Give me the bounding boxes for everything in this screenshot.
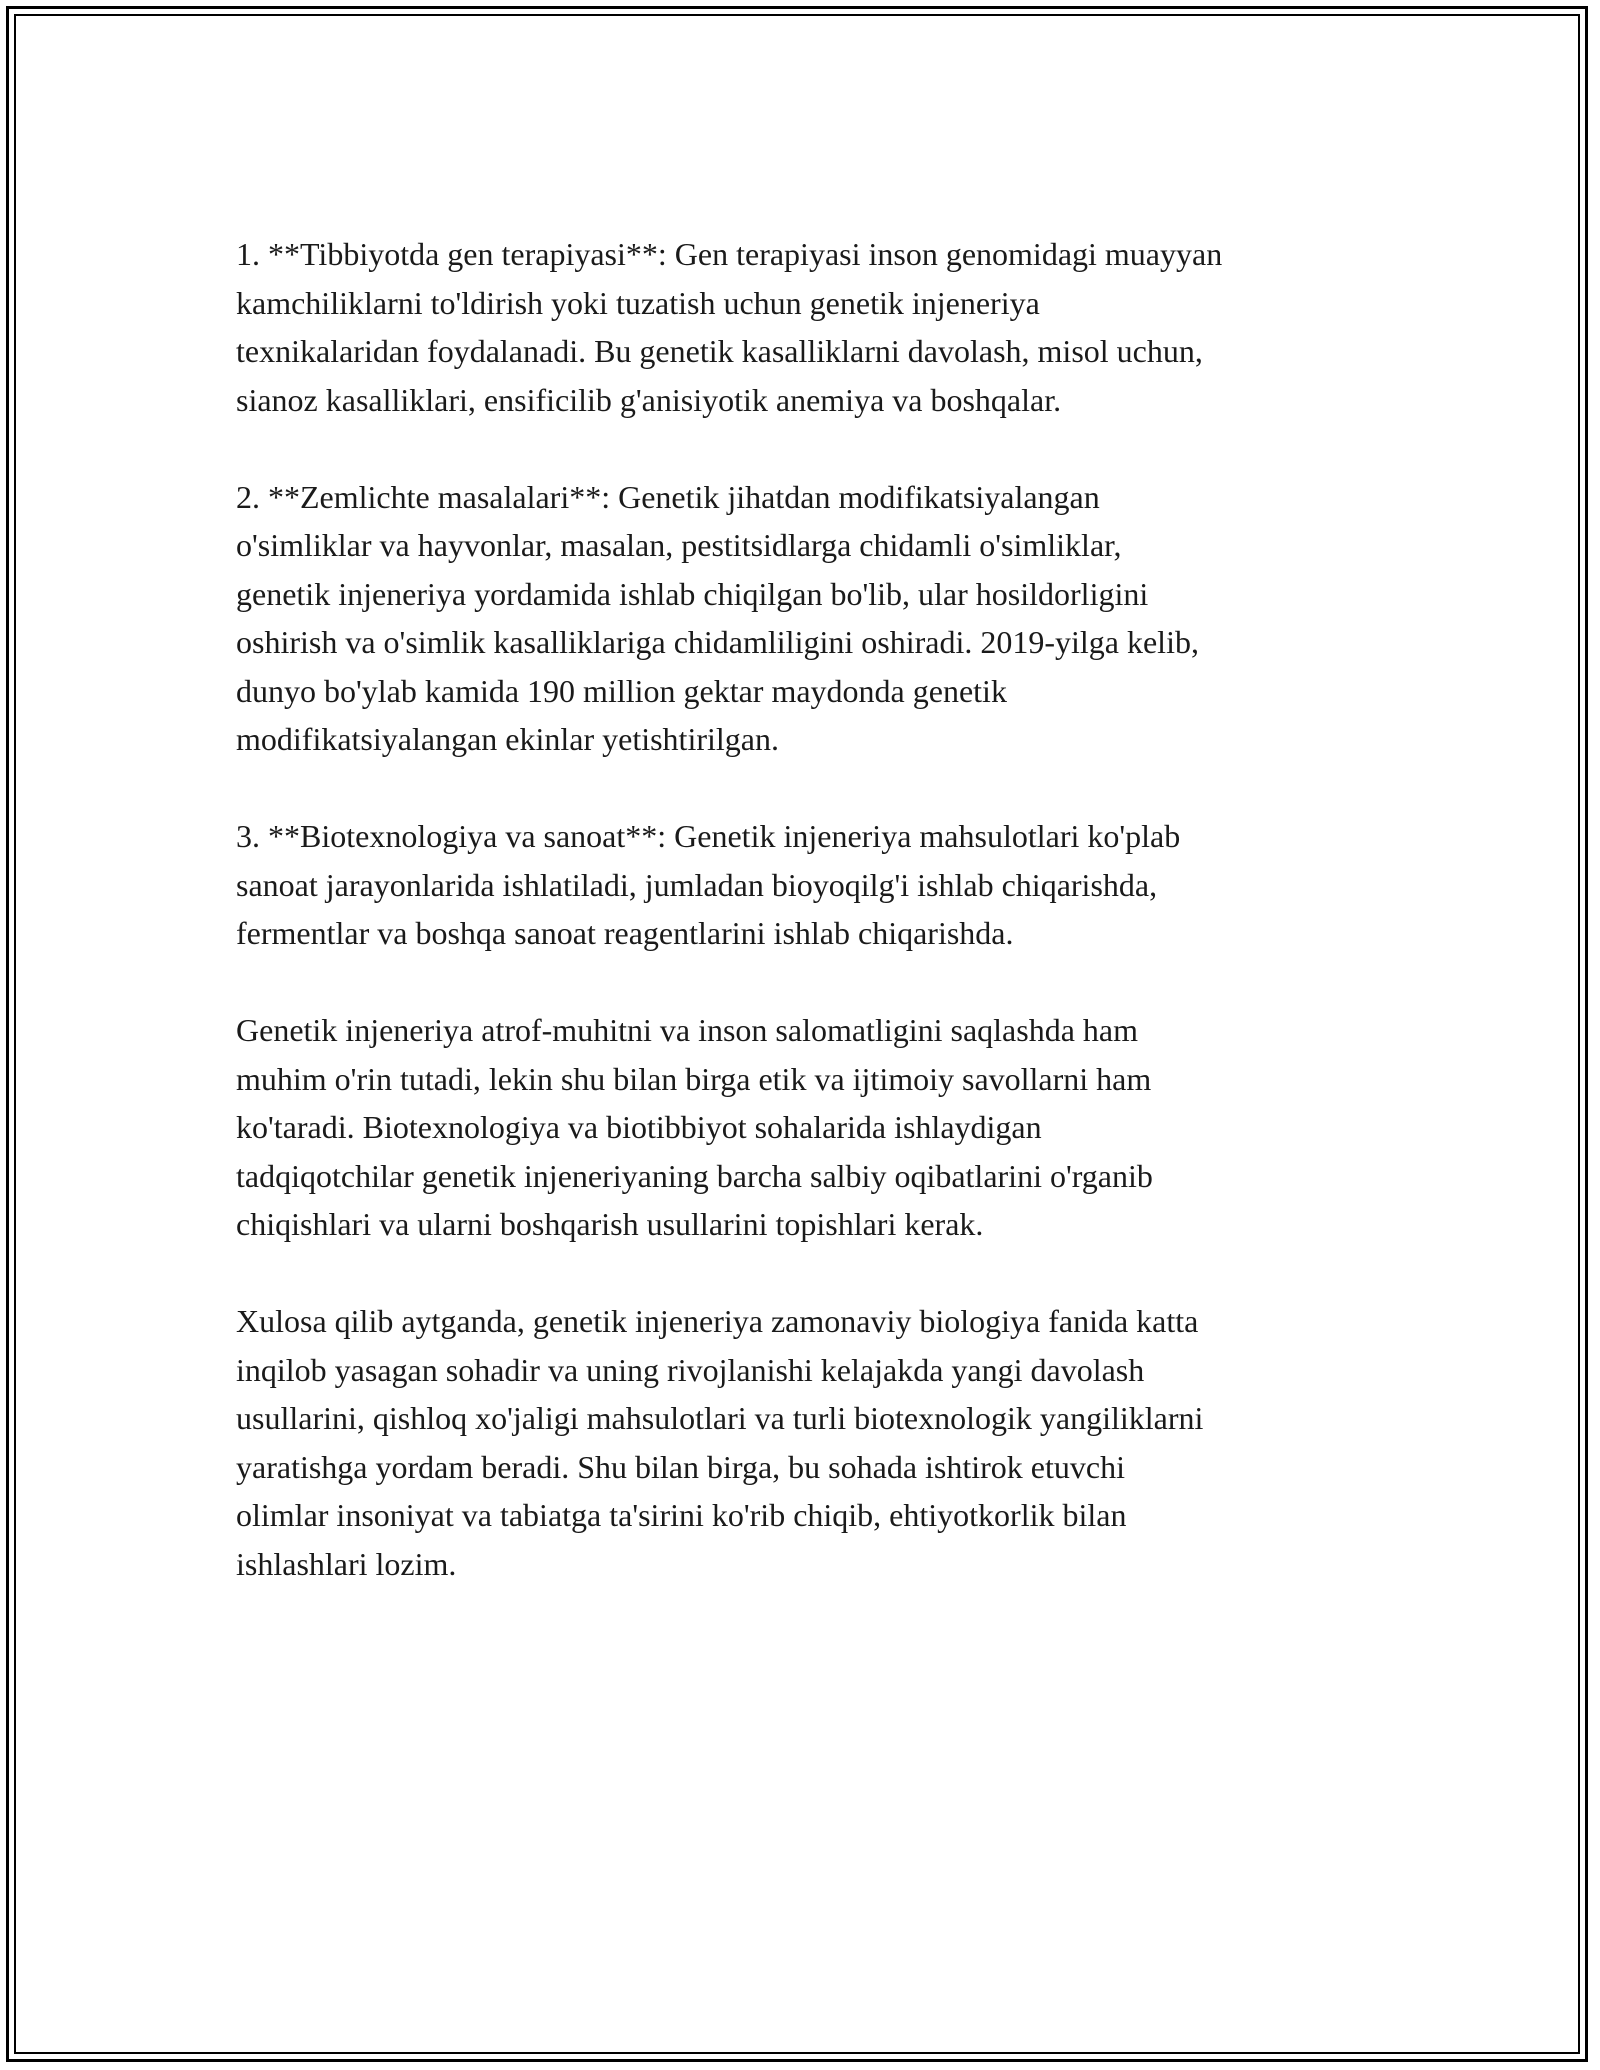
paragraph-biotech-industry: 3. **Biotexnologiya va sanoat**: Genetik injeneriya mahsulotlari ko'plab sanoat jarayonlarida ishlatiladi, jumladan bioyoqilg'i ishlab chiqarishda, fermentlar va boshqa sanoat reagentlarini ishlab chiqarishda.	[236, 818, 1181, 951]
paragraph-agriculture: 2. **Zemlichte masalalari**: Genetik jihatdan modifikatsiyalangan o'simliklar va hayvonlar, masalan, pestitsidlarga chidamli o'simliklar, genetik injeneriya yordamida ishlab chiqilgan bo'lib, ular hosildorligini oshirish va o'simlik kasalliklariga chidamliligini oshiradi. 2019-yilga kelib, dunyo bo'ylab kamida 190 million gektar maydonda genetik modifikatsiyalangan ekinlar yetishtirilgan.	[236, 478, 1199, 757]
document-body	[236, 230, 1386, 1637]
paragraph-environment-health: Genetik injeneriya atrof-muhitni va inson salomatligini saqlashda ham muhim o'rin tutadi, lekin shu bilan birga etik va ijtimoiy savollarni ham ko'taradi. Biotexnologiya va biotibbiyot sohalarida ishlaydigan tadqiqotchilar genetik injeneriyaning barcha salbiy oqibatlarini o'rganib chiqishlari va ularni boshqarish usullarini topishlari kerak.	[236, 1012, 1153, 1242]
paragraph-gene-therapy: 1. **Tibbiyotda gen terapiyasi**: Gen terapiyasi inson genomidagi muayyan kamchiliklarni to'ldirish yoki tuzatish uchun genetik injeneriya texnikalaridan foydalanadi. Bu genetik kasalliklarni davolash, misol uchun, sianoz kasalliklari, ensificilib g'anisiyotik anemiya va boshqalar.	[236, 236, 1223, 418]
paragraph-conclusion: Xulosa qilib aytganda, genetik injeneriya zamonaviy biologiya fanida katta inqilob yasagan sohadir va uning rivojlanishi kelajakda yangi davolash usullarini, qishloq xo'jaligi mahsulotlari va turli biotexnologik yangiliklarni yaratishga yordam beradi. Shu bilan birga, bu sohada ishtirok etuvchi olimlar insoniyat va tabiatga ta'sirini ko'rib chiqib, ehtiyotkorlik bilan ishlashlari lozim.	[236, 1303, 1204, 1582]
